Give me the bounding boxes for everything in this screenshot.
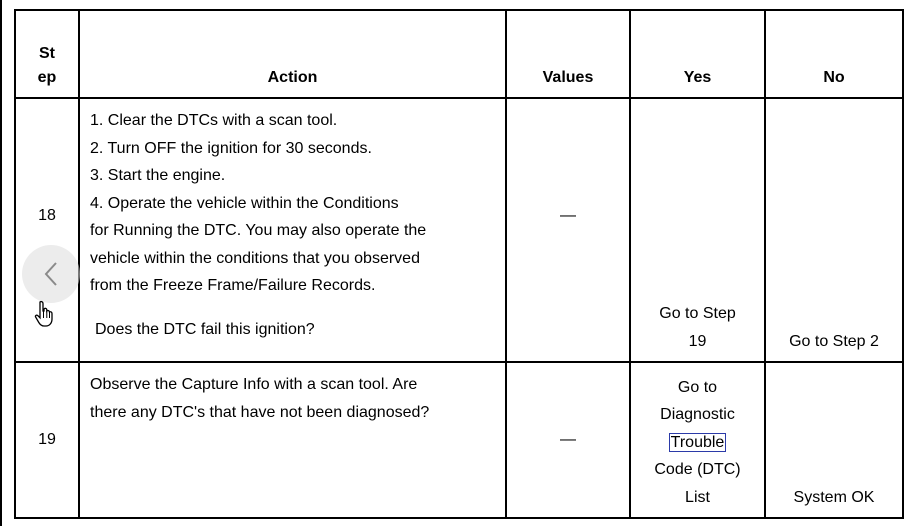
no-cell[interactable]: Go to Step 2 [765, 98, 903, 362]
action-item: 2. Turn OFF the ignition for 30 seconds. [90, 139, 372, 157]
yes-cell: Go to Diagnostic Trouble Code (DTC) List [630, 362, 765, 518]
header-action: Action [79, 10, 506, 98]
action-item: 1. Clear the DTCs with a scan tool. [90, 112, 338, 129]
table-row-step-19 [15, 362, 903, 518]
hand-pointer-icon [33, 300, 57, 333]
page-left-border [0, 0, 2, 526]
action-item: 4. Operate the vehicle within the Conditions [90, 194, 399, 212]
values-cell: — [506, 98, 630, 362]
chevron-left-icon [42, 260, 60, 288]
no-cell: System OK [765, 362, 903, 518]
table-row-step-18 [15, 98, 903, 362]
table-header-row [15, 10, 903, 98]
header-step: St ep [15, 10, 79, 98]
header-yes: Yes [630, 10, 765, 98]
step-number: 19 [15, 362, 79, 518]
header-values: Values [506, 10, 630, 98]
step-number: 18 [15, 98, 79, 362]
action-continuation: for Running the DTC. You may also operate the vehicle within the conditions that you observed from the Freeze Frame/Failure Records. [90, 222, 427, 294]
trouble-code-link[interactable]: Trouble [670, 433, 725, 451]
action-cell [79, 362, 506, 518]
yes-cell[interactable]: Go to Step 19 [630, 98, 765, 362]
values-cell: — [506, 362, 630, 518]
action-item: 3. Start the engine. [90, 167, 226, 184]
action-text: there any DTC's that have not been diagnosed? [90, 403, 430, 421]
previous-page-button[interactable] [22, 245, 80, 303]
action-cell [79, 98, 506, 362]
diagnostic-table [14, 9, 904, 519]
action-text: Observe the Capture Info with a scan tool. Are [90, 376, 418, 393]
action-question: Does the DTC fail this ignition? [95, 320, 315, 338]
header-no: No [765, 10, 903, 98]
